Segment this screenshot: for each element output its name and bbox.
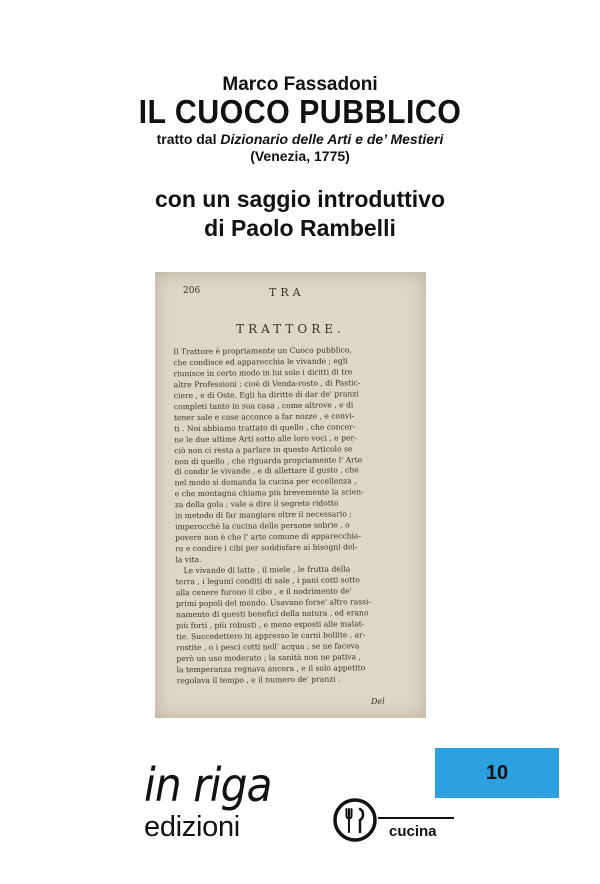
essay-line-1: con un saggio introduttivo (154, 186, 446, 212)
manuscript-line: tener sale e case acconce a far nozze , e convi- (173, 411, 355, 422)
manuscript-line: primi popoli del mondo. Usavano forse' altro rassi- (175, 597, 372, 609)
manuscript-catchword: Del (371, 697, 385, 706)
manuscript-line: la temperanza regnava ancora , e il solo appetito (176, 662, 366, 674)
manuscript-header (155, 286, 426, 300)
manuscript-line: ciò non ci resta a parlare in questo Articolo se (174, 443, 353, 455)
essay-line-2: di Paolo Rambelli (204, 215, 396, 241)
publisher-logo-underline (378, 817, 454, 819)
manuscript-line: Le vivande di latte , il miele , le frutta della (183, 564, 351, 576)
publisher-logo-edizioni: edizioni (144, 811, 240, 843)
manuscript-line: nel modo si domanda la cucina per eccellenza , (174, 476, 357, 488)
manuscript-line: za della gola ; vale a dire il segreto ridotto (174, 498, 339, 510)
publisher-logo-cucina: cucina (389, 823, 437, 840)
subtitle-source-title: Dizionario delle Arti e de’ Mestieri (220, 131, 444, 147)
manuscript-line: imperocchè la cucina delle persone sobrie , o (175, 520, 350, 532)
manuscript-line: ne le due ultime Arti sotto alle loro voci , e per- (174, 432, 357, 444)
manuscript-page-image (155, 272, 426, 718)
manuscript-line: ciere , e di Oste. Egli ha diritto di dar de' pranzi (173, 389, 359, 401)
manuscript-line: in metodo di far mangiare oltre il necessario ; (174, 509, 352, 521)
book-title: IL CUOCO PUBBLICO (138, 93, 462, 130)
manuscript-line: la vita. (175, 555, 202, 565)
manuscript-line: di condir le vivande , e di allettare il gusto , che (174, 465, 359, 477)
manuscript-running-head: TRA (269, 286, 305, 299)
manuscript-line: più forti , più robusti , e meno esposti alle malat- (176, 619, 365, 631)
manuscript-line: completi tanto in sua casa , come altrove , e di (173, 400, 354, 412)
series-number-badge (435, 748, 559, 798)
manuscript-line: riunisce in certo modo in lui solo i diritti di tre (173, 367, 353, 379)
author-name: Marco Fassadoni (222, 74, 378, 95)
plate-fork-knife-icon (332, 797, 378, 843)
manuscript-line: re e condire i cibi per soddisfare ai bisogni del- (175, 542, 358, 554)
manuscript-line: rostite , o i pesci cotti nell' acqua ; se ne faceva (176, 641, 360, 652)
manuscript-line: altre Professioni : cioè di Venda-rosto , di Pastic- (173, 378, 361, 390)
manuscript-line: tie. Succedettero in appresso le carni bollite , ar- (176, 630, 366, 642)
manuscript-line: e che montagna chiama più brevemente la scien- (174, 487, 364, 499)
manuscript-line: namento di questi benefici della natura , ed erano (175, 608, 369, 620)
subtitle-prefix: tratto dal (156, 131, 221, 147)
manuscript-line: terra , i legumi conditi di sale , i pani cotti sotto (175, 575, 360, 587)
manuscript-line: però un uso moderato ; la sanità non ne pativa , (176, 651, 361, 663)
manuscript-heading: TRATTORE. (236, 322, 345, 336)
manuscript-line: ti . Noi abbiamo trattato di quello , che concer- (174, 422, 356, 433)
series-number: 10 (485, 761, 509, 784)
book-subtitle (0, 131, 600, 165)
publisher-logo-script: in riga (144, 758, 272, 812)
essay-credit (0, 185, 600, 243)
manuscript-page-number: 206 (183, 286, 201, 296)
manuscript-line: che condisce ed apparecchia le vivande ; egli (173, 356, 348, 368)
subtitle-year: (Venezia, 1775) (250, 148, 350, 164)
manuscript-line: non di quello , che riguarda propriamente l' Arte (174, 454, 363, 466)
manuscript-line: alla cenere furono il cibo , e il nodrimento de' (175, 586, 352, 598)
manuscript-line: povere non è che l' arte comune di apparecchia- (175, 531, 362, 543)
manuscript-body (173, 345, 413, 687)
manuscript-line: Il Trattore è propriamente un Cuoco pubblico, (173, 345, 352, 357)
manuscript-line: regolava il tempo , e il numero de' pranzi . (176, 674, 341, 685)
